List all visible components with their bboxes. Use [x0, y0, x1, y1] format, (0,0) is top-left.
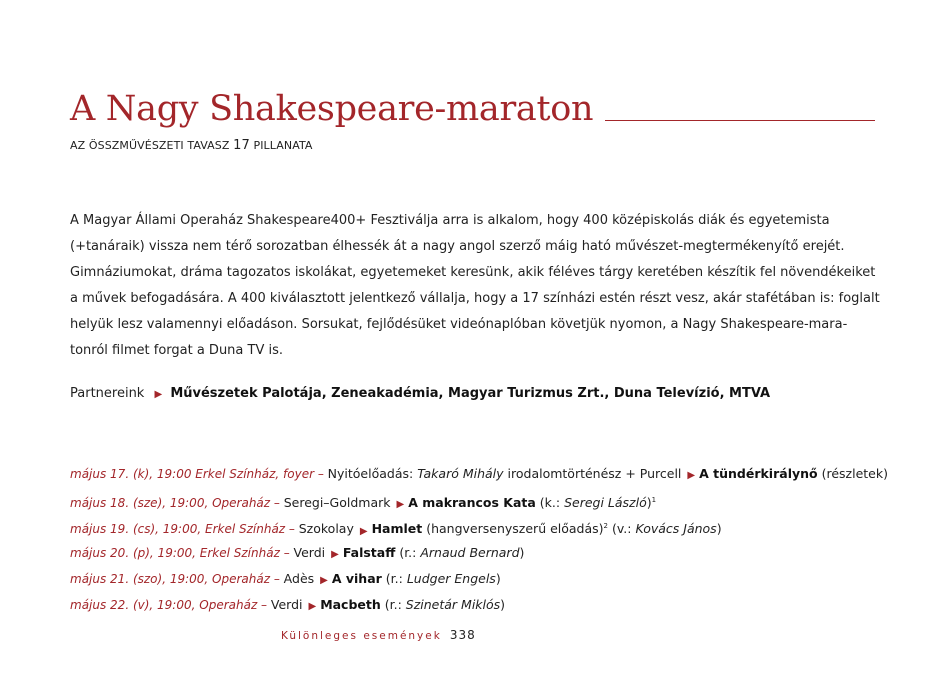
event-row: [70, 592, 900, 618]
event-row: [70, 540, 900, 566]
subtitle-after: PILLANATA: [249, 139, 313, 152]
event-work: Macbeth: [320, 596, 381, 612]
page-title: A Nagy Shakespeare-maraton: [70, 89, 594, 129]
subtitle: [70, 138, 313, 153]
event-details-after: ): [716, 521, 722, 537]
event-details-after: ): [646, 495, 652, 511]
arrow-icon: ▶: [320, 574, 328, 586]
event-details-italic: Kovács János: [635, 521, 717, 537]
title-rule: [605, 120, 875, 121]
body-line: tonról filmet forgat a Duna TV is.: [70, 343, 284, 358]
partners-label: Partnereink: [70, 386, 145, 401]
subtitle-before: AZ ÖSSZMŰVÉSZETI TAVASZ: [70, 139, 234, 152]
event-details-after: ): [519, 544, 525, 560]
arrow-icon: ▶: [331, 548, 339, 560]
body-text: [70, 208, 880, 364]
event-pre: Verdi: [270, 596, 303, 612]
event-details: (r.:: [381, 570, 407, 586]
event-pre: Seregi–Goldmark: [283, 495, 391, 511]
event-details: (részletek): [817, 466, 888, 481]
event-pre: Verdi: [293, 544, 326, 560]
event-work: Hamlet: [371, 521, 423, 537]
event-row: [70, 487, 900, 513]
event-work: Falstaff: [342, 544, 396, 560]
event-pre-after: irodalomtörténész + Purcell: [503, 466, 682, 481]
event-when: május 18. (sze), 19:00, Operaház –: [70, 496, 284, 511]
event-details-after: ): [500, 596, 506, 612]
event-details: (k.:: [535, 495, 565, 511]
event-when: május 19. (cs), 19:00, Erkel Színház –: [70, 522, 299, 537]
page-footer: [281, 628, 476, 642]
arrow-icon: ▶: [687, 470, 696, 481]
body-line: a művek befogadására. A 400 kiválasztott jelentkező vállalja, hogy a 17 színházi estén részt vesz, akár stafétában is: foglalt: [70, 291, 880, 306]
event-work: A makrancos Kata: [408, 495, 536, 511]
partners: [70, 386, 900, 401]
event-details-italic: Szinetár Miklós: [405, 596, 501, 612]
subtitle-number: 17: [233, 138, 250, 153]
event-when: május 22. (v), 19:00, Operaház –: [70, 597, 271, 612]
arrow-icon: ▶: [396, 499, 405, 511]
event-details-italic: Seregi László: [564, 495, 647, 511]
event-row: [70, 461, 900, 487]
event-details-italic: Arnaud Bernard: [420, 544, 520, 560]
event-pre-italic: Takaró Mihály: [417, 466, 504, 481]
event-schedule: [70, 461, 900, 618]
body-line: (+tanáraik) vissza nem térő sorozatban élhessék át a nagy angol szerző máig ható művészet-megtermékenyítő erejét.: [70, 239, 845, 254]
page-number: 338: [449, 628, 476, 642]
event-work: A vihar: [331, 570, 382, 586]
arrow-icon: ▶: [308, 600, 317, 612]
event-details: (r.:: [380, 596, 406, 612]
event-row: [70, 566, 900, 592]
arrow-icon: ▶: [154, 389, 163, 400]
event-details-mid: (v.:: [608, 521, 636, 537]
title-row: [70, 89, 875, 129]
event-row: [70, 513, 900, 539]
partners-list: Művészetek Palotája, Zeneakadémia, Magyar Turizmus Zrt., Duna Televízió, MTVA: [170, 386, 771, 401]
body-line: helyük lesz valamennyi előadáson. Sorsukat, fejlődésüket videónaplóban követjük nyomon, a Nagy Shakespeare-mara-: [70, 317, 848, 332]
event-details: (hangversenyszerű előadás): [422, 521, 604, 537]
body-line: A Magyar Állami Operaház Shakespeare400+ Fesztiválja arra is alkalom, hogy 400 középiskolás diák és egyetemista: [70, 213, 830, 228]
event-work: A tündérkirálynő: [699, 466, 818, 481]
event-when: május 20. (p), 19:00, Erkel Színház –: [70, 545, 294, 560]
event-details: (r.:: [395, 544, 421, 560]
event-details-italic: Ludger Engels: [406, 570, 496, 586]
footnote-marker: 2: [603, 522, 609, 531]
footnote-marker: 1: [651, 496, 657, 505]
event-when: május 17. (k), 19:00 Erkel Színház, foyer –: [70, 467, 328, 481]
body-line: Gimnáziumokat, dráma tagozatos iskolákat, egyetemeket keresünk, akik féléves tárgy keretében készítik fel növendékeiket: [70, 265, 876, 280]
footer-section: Különleges események: [281, 630, 442, 642]
event-pre: Nyitóelőadás:: [327, 466, 418, 481]
event-pre: Adès: [283, 570, 315, 586]
event-pre: Szokolay: [298, 521, 354, 537]
arrow-icon: ▶: [359, 525, 368, 537]
event-when: május 21. (szo), 19:00, Operaház –: [70, 571, 284, 586]
event-details-after: ): [495, 570, 501, 586]
